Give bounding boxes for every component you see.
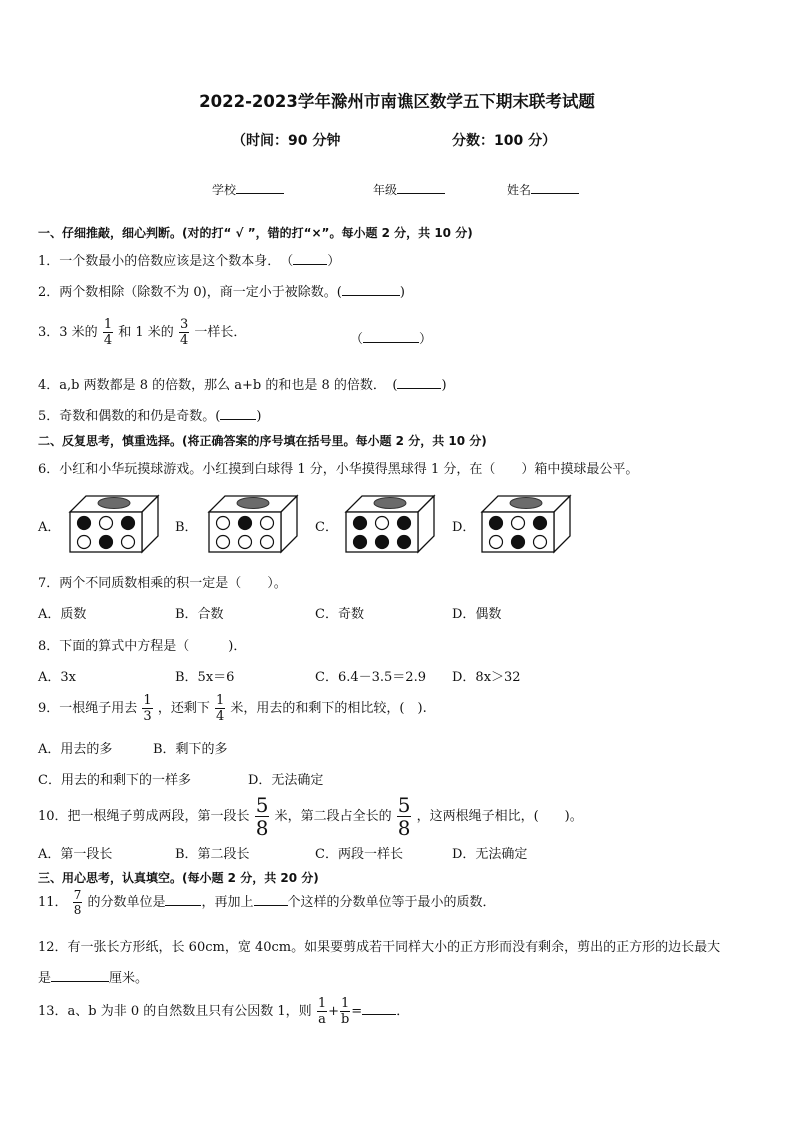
q8-option-d[interactable]: D．8x＞32 [452, 670, 521, 685]
q7-option-b[interactable]: B．合数 [175, 607, 224, 622]
q9-option-c[interactable]: C．用去的和剩下的一样多 [38, 773, 191, 788]
q6-option-d-label[interactable]: D． [452, 520, 476, 535]
q3-answer: （ ） [350, 332, 433, 347]
white-ball [490, 536, 503, 549]
black-ball [78, 517, 91, 530]
q8-option-b[interactable]: B．5x＝6 [175, 670, 235, 685]
name-label: 姓名 [507, 183, 532, 197]
q7-option-a[interactable]: A．质数 [38, 607, 87, 622]
q9-option-d[interactable]: D．无法确定 [248, 773, 324, 788]
white-ball [534, 536, 547, 549]
q6-option-a-label[interactable]: A． [38, 520, 61, 535]
section3-heading: 三、用心思考，认真填空。(每小题 2 分，共 20 分) [38, 871, 319, 885]
question-11: 11． $\frac{7}{8}$ 的分数单位是 ，再加上 个这样的分数单位等于最小的质数． [38, 888, 496, 917]
question-6: 6．小红和小华玩摸球游戏。小红摸到白球得 1 分，小华摸得黑球得 1 分，在（ ）箱中摸球最公平。 [38, 462, 639, 477]
question-4: 4．a,b 两数都是 8 的倍数，那么 a+b 的和也是 8 的倍数． ( ) [38, 378, 447, 393]
q2-answer-blank[interactable] [342, 283, 400, 296]
grade-field [373, 181, 445, 198]
box-opening [237, 498, 269, 509]
q5-text: 5．奇数和偶数的和仍是奇数。( [38, 409, 221, 424]
ball-box-a [66, 492, 162, 554]
q8-option-c[interactable]: C．6.4－3.5＝2.9 [315, 670, 426, 685]
q8-option-a[interactable]: A．3x [38, 670, 76, 685]
fraction-1-b: $\frac{1}{b}$ [340, 996, 350, 1027]
fraction-5-8: $\frac{5}{8}$ [255, 793, 269, 840]
q4-answer-blank[interactable] [397, 376, 441, 389]
q7-option-d[interactable]: D．偶数 [452, 607, 502, 622]
white-ball [217, 536, 230, 549]
white-ball [78, 536, 91, 549]
white-ball [217, 517, 230, 530]
black-ball [100, 536, 113, 549]
question-8: 8．下面的算式中方程是（ )． [38, 639, 247, 654]
grade-label: 年级 [373, 183, 398, 197]
q3-answer-blank[interactable] [363, 330, 419, 343]
fraction-1-4-b: $\frac{1}{4}$ [216, 693, 225, 724]
q11-blank-1[interactable] [165, 893, 201, 906]
school-label: 学校 [212, 183, 237, 197]
question-10: 10．把一根绳子剪成两段，第一段长 $\frac{5}{8}$ 米，第二段占全长的 $\frac{5}{8}$ ，这两根绳子相比，( )。 [38, 793, 583, 840]
school-field [212, 181, 284, 198]
fraction-5-8-b: $\frac{5}{8}$ [397, 793, 411, 840]
ball-box-c [342, 492, 438, 554]
question-5: 5．奇数和偶数的和仍是奇数。( ) [38, 409, 262, 424]
black-ball [512, 536, 525, 549]
exam-time: （时间：90 分钟 [232, 133, 341, 149]
box-opening [510, 498, 542, 509]
q1-text: 1．一个数最小的倍数应该是这个数本身． （ [38, 254, 294, 269]
q6-option-c-label[interactable]: C． [315, 520, 338, 535]
page-title: 2022-2023学年滁州市南谯区数学五下期末联考试题 [199, 92, 595, 111]
question-12-line-2: 是 厘米。 [38, 971, 149, 986]
white-ball [122, 536, 135, 549]
black-ball [398, 536, 411, 549]
fraction-7-8: $\frac{7}{8}$ [73, 888, 82, 917]
question-3 [38, 318, 246, 347]
box-opening [374, 498, 406, 509]
q3-text-a: 3．3 米的 [38, 325, 98, 340]
white-ball [512, 517, 525, 530]
question-13: 13．a、b 为非 0 的自然数且只有公因数 1，则 $\frac{1}{a}$ + $\frac{1}{b}$ = ． [38, 996, 410, 1027]
black-ball [354, 536, 367, 549]
fraction-1-3: $\frac{1}{3}$ [143, 693, 152, 724]
black-ball [490, 517, 503, 530]
name-blank[interactable] [531, 181, 579, 194]
q2-text: 2．两个数相除（除数不为 0)，商一定小于被除数。( [38, 285, 342, 300]
black-ball [354, 517, 367, 530]
q10-option-b[interactable]: B．第二段长 [175, 847, 250, 862]
fraction-3-4: $\frac{3}{4}$ [179, 317, 189, 348]
q10-option-a[interactable]: A．第一段长 [38, 847, 113, 862]
black-ball [376, 536, 389, 549]
q13-blank[interactable] [362, 1002, 396, 1015]
white-ball [261, 517, 274, 530]
q5-answer-blank[interactable] [220, 407, 256, 420]
box-opening [98, 498, 130, 509]
q10-option-d[interactable]: D．无法确定 [452, 847, 528, 862]
school-blank[interactable] [236, 181, 284, 194]
grade-blank[interactable] [397, 181, 445, 194]
name-field [507, 181, 579, 198]
white-ball [376, 517, 389, 530]
exam-score: 分数：100 分） [452, 133, 557, 149]
ball-box-d [478, 492, 574, 554]
fraction-1-a: $\frac{1}{a}$ [317, 996, 327, 1027]
white-ball [239, 536, 252, 549]
q9-option-b[interactable]: B．剩下的多 [153, 742, 228, 757]
q3-text-b: 和 1 米的 [118, 325, 174, 340]
q6-option-b-label[interactable]: B． [175, 520, 198, 535]
ball-box-b [205, 492, 301, 554]
black-ball [534, 517, 547, 530]
q3-text-c: 一样长． [194, 325, 247, 340]
q12-blank[interactable] [51, 969, 109, 982]
q1-paren: ） [327, 254, 341, 269]
question-1 [38, 250, 340, 269]
black-ball [239, 517, 252, 530]
section2-heading: 二、反复思考，慎重选择。(将正确答案的序号填在括号里。每小题 2 分，共 10 分) [38, 434, 487, 448]
q7-option-c[interactable]: C．奇数 [315, 607, 364, 622]
question-2 [38, 281, 405, 300]
q11-blank-2[interactable] [254, 893, 288, 906]
q10-option-c[interactable]: C．两段一样长 [315, 847, 403, 862]
black-ball [122, 517, 135, 530]
question-9: 9．一根绳子用去 $\frac{1}{3}$ ，还剩下 $\frac{1}{4}$ 米，用去的和剩下的相比较，( ). [38, 693, 427, 724]
section1-heading: 一、仔细推敲，细心判断。(对的打“ √ ”，错的打“×”。每小题 2 分，共 10 分) [38, 226, 473, 240]
black-ball [398, 517, 411, 530]
q2-paren: ) [399, 285, 405, 300]
question-7: 7．两个不同质数相乘的积一定是（ ）。 [38, 576, 287, 591]
q9-option-a[interactable]: A．用去的多 [38, 742, 113, 757]
q4-text: 4．a,b 两数都是 8 的倍数，那么 a+b 的和也是 8 的倍数． ( [38, 378, 398, 393]
question-12-line-1: 12．有一张长方形纸，长 60cm，宽 40cm。如果要剪成若干同样大小的正方形而没有剩余，剪出的正方形的边长最大 [38, 940, 721, 955]
fraction-1-4: $\frac{1}{4}$ [103, 317, 113, 348]
white-ball [100, 517, 113, 530]
white-ball [261, 536, 274, 549]
q1-answer-blank[interactable] [293, 252, 327, 265]
